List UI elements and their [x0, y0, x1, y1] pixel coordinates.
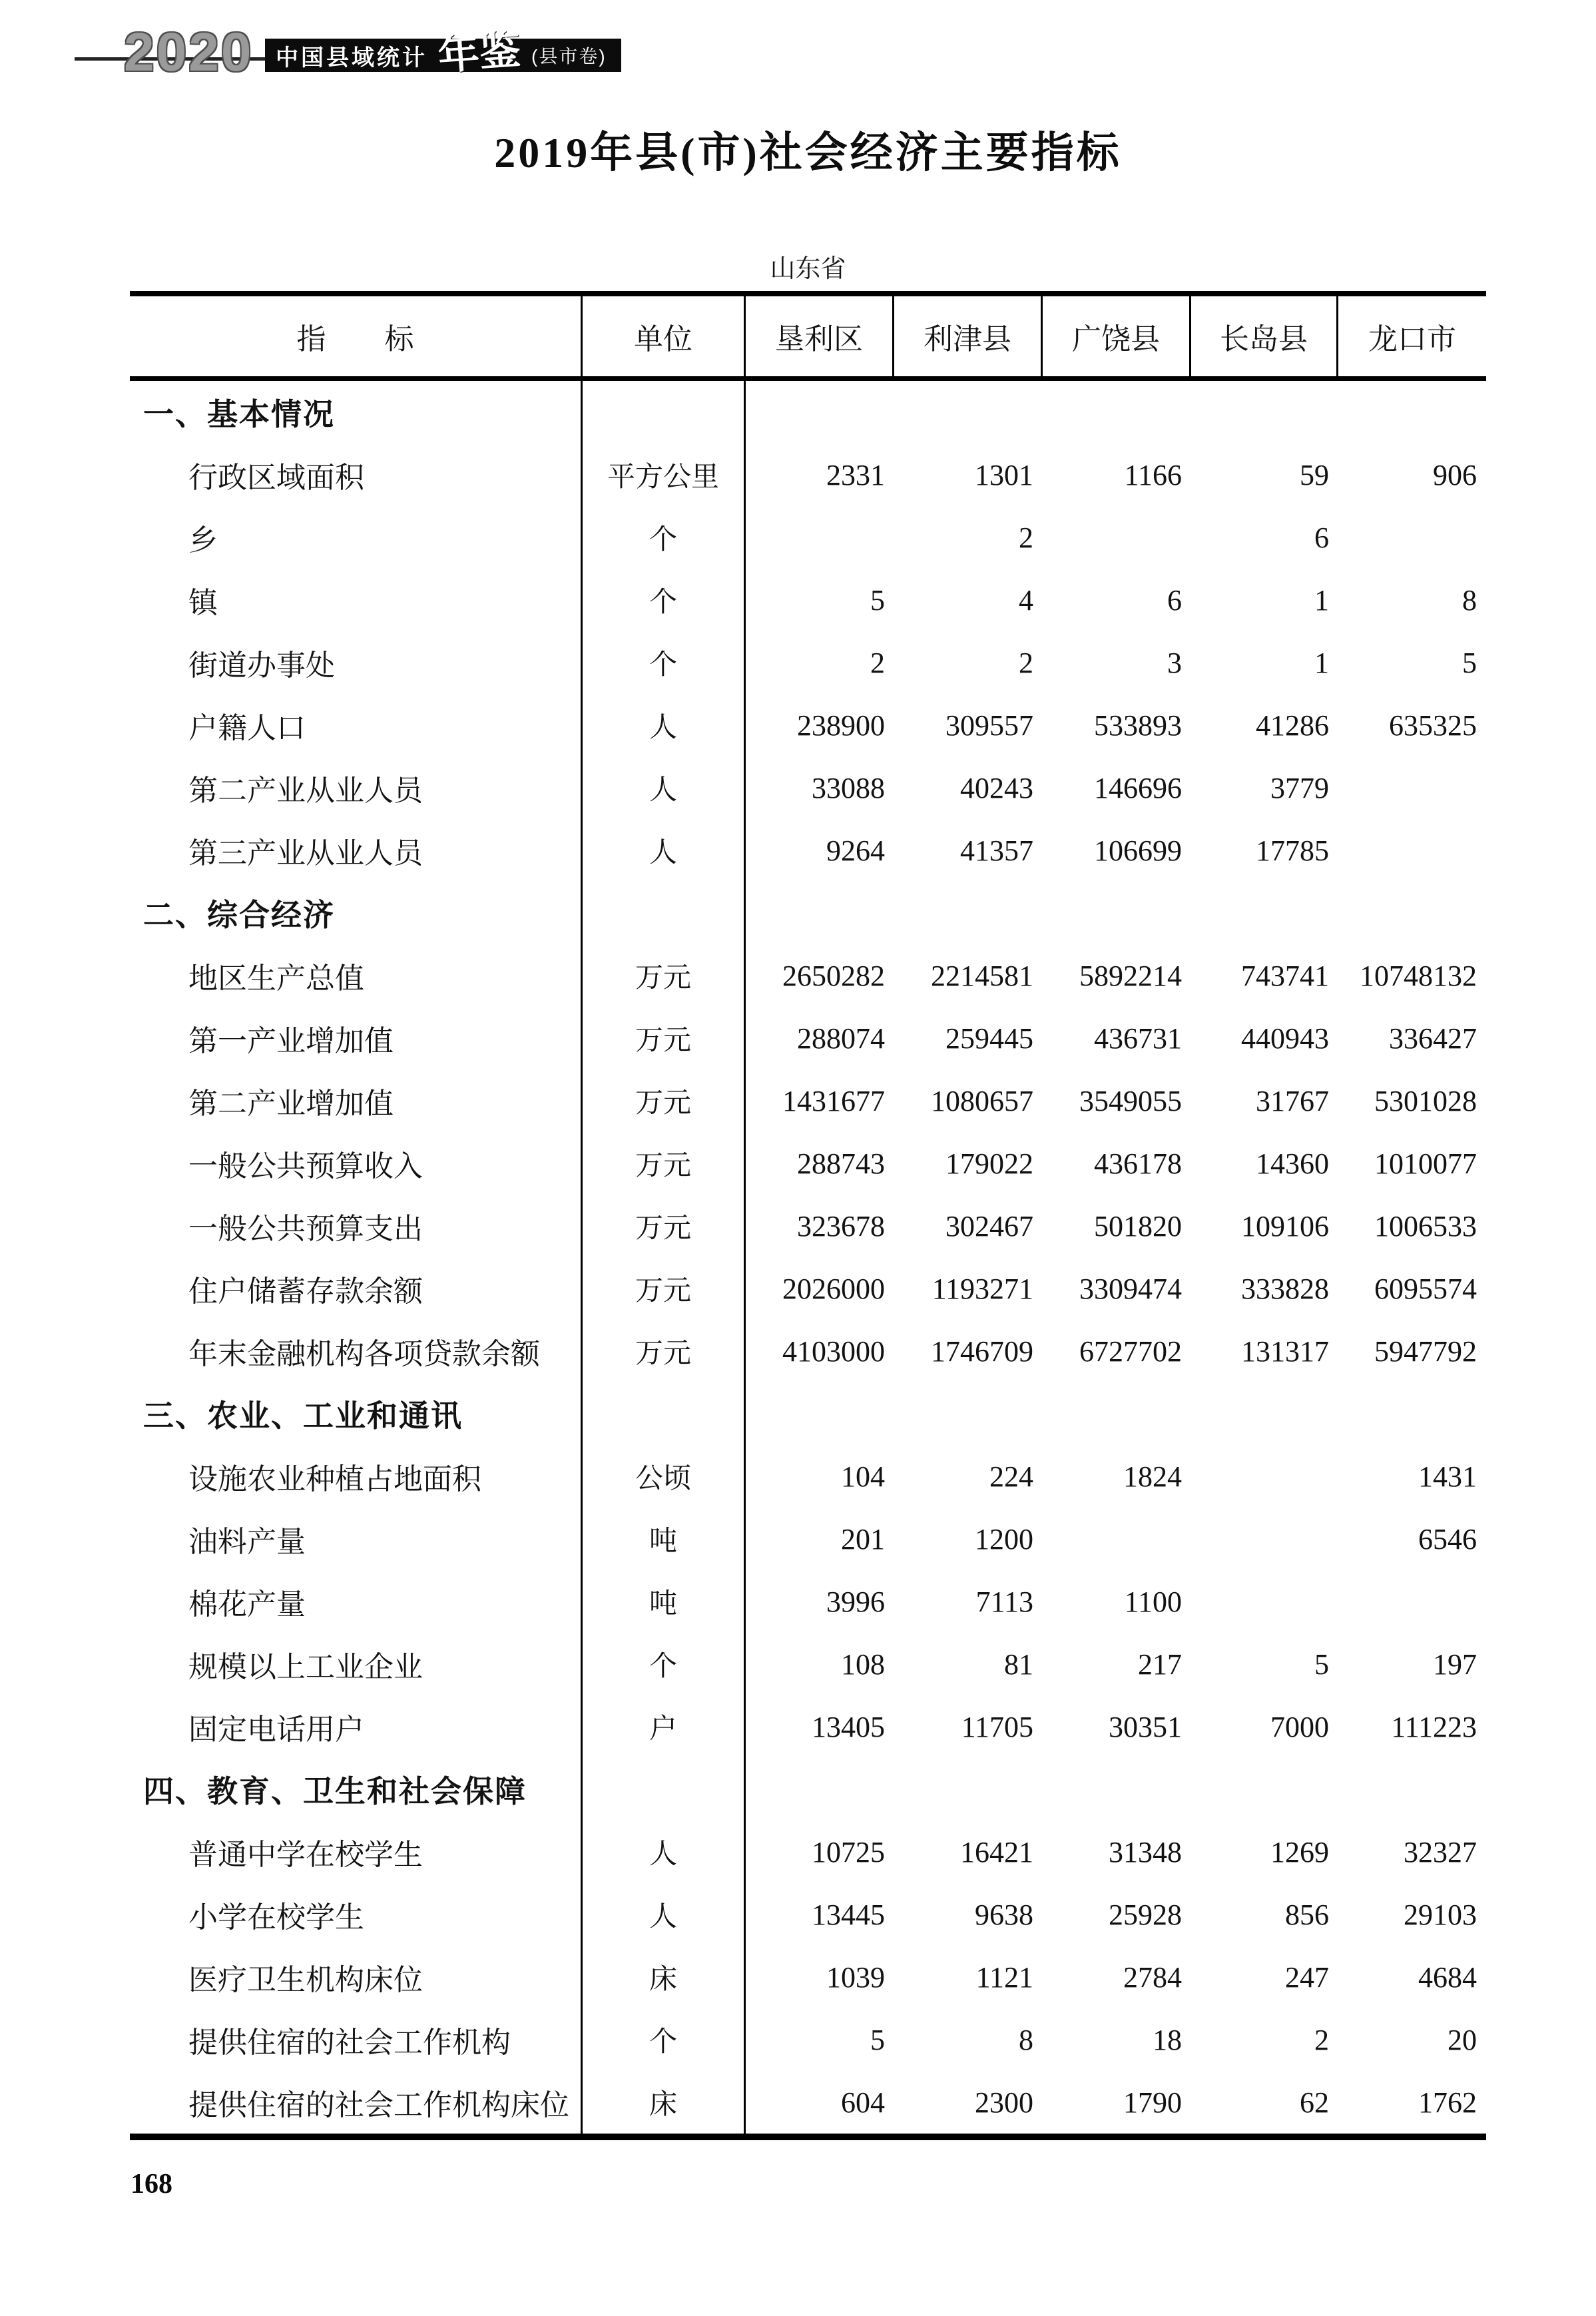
value-cell: 2300 — [975, 2086, 1033, 2119]
value-cell: 2214581 — [931, 959, 1033, 992]
value-cell — [746, 381, 894, 443]
value-cell: 131317 — [1241, 1334, 1329, 1368]
value-cell — [1338, 882, 1486, 944]
unit-cell: 万元 — [583, 1069, 746, 1132]
value-cell: 30351 — [1109, 1710, 1182, 1743]
value-cell — [1043, 1758, 1191, 1821]
table-header-row — [130, 296, 1486, 381]
value-cell: 2 — [870, 646, 885, 679]
value-cell: 29103 — [1404, 1898, 1477, 1931]
value-cell: 1431 — [1418, 1460, 1477, 1493]
value-cell: 32327 — [1404, 1835, 1477, 1869]
value-cell: 17785 — [1256, 834, 1329, 867]
value-cell: 1 — [1314, 583, 1329, 617]
value-cell: 224 — [989, 1460, 1033, 1493]
table-row — [130, 1695, 1486, 1758]
value-cell — [894, 1758, 1043, 1821]
table-row — [130, 1821, 1486, 1883]
value-cell: 288743 — [797, 1147, 885, 1180]
indicator-label: 医疗卫生机构床位 — [130, 1946, 583, 2008]
unit-cell: 平方公里 — [583, 443, 746, 506]
table-row — [130, 1007, 1486, 1069]
value-cell: 40243 — [960, 771, 1033, 804]
table-row — [130, 2008, 1486, 2071]
indicator-label: 油料产量 — [130, 1508, 583, 1570]
value-cell: 259445 — [945, 1021, 1033, 1055]
value-cell: 8 — [1462, 583, 1477, 617]
value-cell — [1338, 506, 1486, 569]
header-region-longkou: 龙口市 — [1368, 323, 1456, 356]
value-cell: 2331 — [826, 458, 885, 491]
value-cell: 18 — [1153, 2023, 1182, 2056]
value-cell — [746, 506, 894, 569]
value-cell: 13405 — [812, 1710, 885, 1743]
banner-title-bar — [265, 27, 621, 79]
unit-cell — [583, 882, 746, 944]
value-cell: 336427 — [1389, 1021, 1477, 1055]
indicator-label: 镇 — [130, 569, 583, 631]
indicator-label: 固定电话用户 — [130, 1695, 583, 1758]
value-cell: 5301028 — [1374, 1084, 1477, 1117]
table-row — [130, 1508, 1486, 1570]
unit-cell: 人 — [583, 694, 746, 756]
value-cell: 81 — [1004, 1647, 1033, 1681]
unit-cell: 吨 — [583, 1508, 746, 1570]
value-cell — [746, 1382, 894, 1445]
value-cell: 3309474 — [1079, 1272, 1182, 1305]
value-cell — [894, 1382, 1043, 1445]
value-cell: 906 — [1433, 458, 1477, 491]
unit-cell: 万元 — [583, 1007, 746, 1069]
value-cell: 6727702 — [1079, 1334, 1182, 1368]
header-region-changdao: 长岛县 — [1191, 296, 1338, 376]
page-title: 2019年县(市)社会经济主要指标 — [494, 129, 1122, 176]
value-cell: 501820 — [1094, 1209, 1182, 1243]
value-cell: 3996 — [826, 1585, 885, 1618]
section-header-row — [130, 882, 1486, 944]
value-cell: 1039 — [826, 1960, 885, 1994]
value-cell: 288074 — [797, 1021, 885, 1055]
table-row — [130, 1883, 1486, 1946]
value-cell: 5947792 — [1374, 1334, 1477, 1368]
value-cell: 5 — [870, 583, 885, 617]
value-cell: 1301 — [975, 458, 1033, 491]
section-label: 四、教育、卫生和社会保障 — [130, 1758, 583, 1821]
value-cell — [1043, 381, 1191, 443]
value-cell — [1338, 756, 1486, 819]
table-row — [130, 944, 1486, 1007]
value-cell — [1043, 1508, 1191, 1570]
value-cell: 1080657 — [931, 1084, 1033, 1117]
value-cell: 6 — [1314, 521, 1329, 554]
unit-cell: 人 — [583, 756, 746, 819]
table-row — [130, 694, 1486, 756]
header-indicator: 指 标 — [130, 296, 583, 376]
value-cell: 9638 — [975, 1898, 1033, 1931]
value-cell: 10748132 — [1360, 959, 1477, 992]
indicator-label: 乡 — [130, 506, 583, 569]
value-cell: 7113 — [975, 1585, 1033, 1618]
value-cell — [1043, 506, 1191, 569]
value-cell: 10725 — [812, 1835, 885, 1869]
value-cell: 604 — [841, 2086, 885, 2119]
table-row — [130, 1257, 1486, 1320]
value-cell: 179022 — [945, 1147, 1033, 1180]
table-row — [130, 443, 1486, 506]
value-cell — [1338, 381, 1486, 443]
yearbook-banner — [0, 0, 1596, 113]
unit-cell: 万元 — [583, 944, 746, 1007]
table-row — [130, 569, 1486, 631]
unit-cell: 个 — [583, 631, 746, 694]
value-cell: 1 — [1314, 646, 1329, 679]
value-cell: 4684 — [1418, 1960, 1477, 1994]
value-cell — [1191, 882, 1338, 944]
value-cell: 436731 — [1094, 1021, 1182, 1055]
yearbook-logo: 年鉴 — [436, 27, 523, 79]
value-cell: 14360 — [1256, 1147, 1329, 1180]
value-cell: 25928 — [1109, 1898, 1182, 1931]
table-body — [130, 381, 1486, 2134]
value-cell: 4103000 — [782, 1334, 885, 1368]
value-cell: 1269 — [1270, 1835, 1329, 1869]
table-row — [130, 1445, 1486, 1508]
value-cell: 104 — [841, 1460, 885, 1493]
header-unit: 单位 — [583, 296, 746, 376]
indicator-label: 住户储蓄存款余额 — [130, 1257, 583, 1320]
table-row — [130, 1320, 1486, 1382]
value-cell: 217 — [1138, 1647, 1182, 1681]
header-region-guangrao: 广饶县 — [1043, 296, 1191, 376]
unit-cell: 个 — [583, 1633, 746, 1695]
value-cell: 41357 — [960, 834, 1033, 867]
value-cell: 440943 — [1241, 1021, 1329, 1055]
value-cell: 20 — [1448, 2023, 1477, 2056]
value-cell: 856 — [1285, 1898, 1329, 1931]
value-cell: 5892214 — [1079, 959, 1182, 992]
table-row — [130, 1633, 1486, 1695]
table-row — [130, 506, 1486, 569]
unit-cell: 公顷 — [583, 1445, 746, 1508]
value-cell: 635325 — [1389, 709, 1477, 742]
value-cell: 1006533 — [1374, 1209, 1477, 1243]
indicator-label: 年末金融机构各项贷款余额 — [130, 1320, 583, 1382]
table-row — [130, 631, 1486, 694]
table-row — [130, 2071, 1486, 2134]
value-cell — [894, 882, 1043, 944]
value-cell: 1824 — [1123, 1460, 1182, 1493]
value-cell: 11705 — [961, 1710, 1033, 1743]
value-cell: 1121 — [975, 1960, 1033, 1994]
unit-cell: 床 — [583, 1946, 746, 2008]
unit-cell: 个 — [583, 2008, 746, 2071]
value-cell: 146696 — [1094, 771, 1182, 804]
indicator-label: 普通中学在校学生 — [130, 1821, 583, 1883]
unit-cell: 个 — [583, 569, 746, 631]
value-cell — [746, 882, 894, 944]
unit-cell: 人 — [583, 1883, 746, 1946]
indicator-label: 规模以上工业企业 — [130, 1633, 583, 1695]
value-cell: 31348 — [1109, 1835, 1182, 1869]
table-row — [130, 1570, 1486, 1633]
value-cell: 31767 — [1256, 1084, 1329, 1117]
value-cell: 1431677 — [782, 1084, 885, 1117]
unit-cell: 床 — [583, 2071, 746, 2134]
table-row — [130, 1132, 1486, 1195]
value-cell: 111223 — [1391, 1710, 1477, 1743]
value-cell: 33088 — [812, 771, 885, 804]
unit-cell: 户 — [583, 1695, 746, 1758]
value-cell: 201 — [841, 1522, 885, 1556]
unit-cell — [583, 381, 746, 443]
unit-cell — [583, 1758, 746, 1821]
value-cell: 3 — [1167, 646, 1182, 679]
value-cell: 323678 — [797, 1209, 885, 1243]
value-cell — [1191, 1382, 1338, 1445]
table-row — [130, 819, 1486, 882]
value-cell: 6546 — [1418, 1522, 1477, 1556]
indicator-label: 第二产业从业人员 — [130, 756, 583, 819]
value-cell — [894, 381, 1043, 443]
value-cell: 13445 — [812, 1898, 885, 1931]
banner-series-title: 中国县域统计 — [276, 45, 427, 71]
value-cell — [1338, 819, 1486, 882]
unit-cell: 个 — [583, 506, 746, 569]
unit-cell: 万元 — [583, 1195, 746, 1257]
value-cell — [1338, 1382, 1486, 1445]
indicator-label: 地区生产总值 — [130, 944, 583, 1007]
value-cell: 2 — [1019, 521, 1033, 554]
value-cell: 2784 — [1123, 1960, 1182, 1994]
value-cell: 1200 — [975, 1522, 1033, 1556]
unit-cell: 万元 — [583, 1320, 746, 1382]
value-cell: 1100 — [1124, 1585, 1182, 1618]
section-label: 二、综合经济 — [130, 882, 583, 944]
value-cell: 1166 — [1124, 458, 1182, 491]
value-cell: 5 — [1314, 1647, 1329, 1681]
indicator-label: 行政区域面积 — [130, 443, 583, 506]
value-cell: 309557 — [945, 709, 1033, 742]
unit-cell: 万元 — [583, 1132, 746, 1195]
value-cell: 3549055 — [1079, 1084, 1182, 1117]
value-cell: 2650282 — [782, 959, 885, 992]
value-cell: 7000 — [1270, 1710, 1329, 1743]
value-cell: 436178 — [1094, 1147, 1182, 1180]
value-cell — [1191, 1508, 1338, 1570]
indicator-label: 第三产业从业人员 — [130, 819, 583, 882]
indicator-label: 第二产业增加值 — [130, 1069, 583, 1132]
unit-cell: 吨 — [583, 1570, 746, 1633]
header-region-kenli: 垦利区 — [746, 296, 894, 376]
indicator-label: 第一产业增加值 — [130, 1007, 583, 1069]
value-cell: 1746709 — [931, 1334, 1033, 1368]
value-cell: 1790 — [1123, 2086, 1182, 2119]
statistics-table — [130, 291, 1486, 2140]
page-number: 168 — [131, 2169, 172, 2199]
indicator-label: 户籍人口 — [130, 694, 583, 756]
indicator-label: 提供住宿的社会工作机构 — [130, 2008, 583, 2071]
section-label: 三、农业、工业和通讯 — [130, 1382, 583, 1445]
value-cell: 302467 — [945, 1209, 1033, 1243]
section-header-row — [130, 1382, 1486, 1445]
value-cell: 62 — [1300, 2086, 1329, 2119]
table-row — [130, 1069, 1486, 1132]
value-cell: 2026000 — [782, 1272, 885, 1305]
section-header-row — [130, 381, 1486, 443]
value-cell: 1762 — [1418, 2086, 1477, 2119]
value-cell: 6 — [1167, 583, 1182, 617]
value-cell — [1338, 1570, 1486, 1633]
value-cell: 4 — [1019, 583, 1033, 617]
value-cell: 333828 — [1241, 1272, 1329, 1305]
table-row — [130, 756, 1486, 819]
unit-cell: 人 — [583, 1821, 746, 1883]
section-label: 一、基本情况 — [130, 381, 583, 443]
table-row — [130, 1195, 1486, 1257]
value-cell — [1191, 381, 1338, 443]
indicator-label: 提供住宿的社会工作机构床位 — [130, 2071, 583, 2134]
header-region-lijin: 利津县 — [894, 296, 1043, 376]
value-cell: 59 — [1300, 458, 1329, 491]
table-row — [130, 1946, 1486, 2008]
value-cell: 5 — [870, 2023, 885, 2056]
value-cell: 1010077 — [1374, 1147, 1477, 1180]
section-header-row — [130, 1758, 1486, 1821]
province-subtitle: 山东省 — [770, 255, 846, 283]
value-cell: 238900 — [797, 709, 885, 742]
unit-cell: 万元 — [583, 1257, 746, 1320]
value-cell: 533893 — [1094, 709, 1182, 742]
value-cell: 2 — [1314, 2023, 1329, 2056]
value-cell: 41286 — [1256, 709, 1329, 742]
indicator-label: 棉花产量 — [130, 1570, 583, 1633]
indicator-label: 一般公共预算收入 — [130, 1132, 583, 1195]
value-cell: 8 — [1019, 2023, 1033, 2056]
value-cell: 6095574 — [1374, 1272, 1477, 1305]
value-cell — [1191, 1758, 1338, 1821]
value-cell: 2 — [1019, 646, 1033, 679]
value-cell — [746, 1758, 894, 1821]
indicator-label: 小学在校学生 — [130, 1883, 583, 1946]
indicator-label: 街道办事处 — [130, 631, 583, 694]
value-cell: 5 — [1462, 646, 1477, 679]
value-cell: 3779 — [1270, 771, 1329, 804]
value-cell: 743741 — [1241, 959, 1329, 992]
value-cell — [1191, 1570, 1338, 1633]
value-cell: 106699 — [1094, 834, 1182, 867]
banner-year: 2020 — [124, 22, 254, 83]
value-cell: 16421 — [960, 1835, 1033, 1869]
value-cell: 197 — [1433, 1647, 1477, 1681]
value-cell — [1043, 882, 1191, 944]
banner-volume: (县市卷) — [531, 46, 607, 67]
value-cell: 108 — [841, 1647, 885, 1681]
value-cell: 9264 — [826, 834, 885, 867]
value-cell: 1193271 — [931, 1272, 1033, 1305]
unit-cell: 人 — [583, 819, 746, 882]
value-cell: 109106 — [1241, 1209, 1329, 1243]
value-cell — [1043, 1382, 1191, 1445]
value-cell — [1191, 1445, 1338, 1508]
value-cell — [1338, 1758, 1486, 1821]
unit-cell — [583, 1382, 746, 1445]
indicator-label: 设施农业种植占地面积 — [130, 1445, 583, 1508]
indicator-label: 一般公共预算支出 — [130, 1195, 583, 1257]
value-cell: 247 — [1285, 1960, 1329, 1994]
